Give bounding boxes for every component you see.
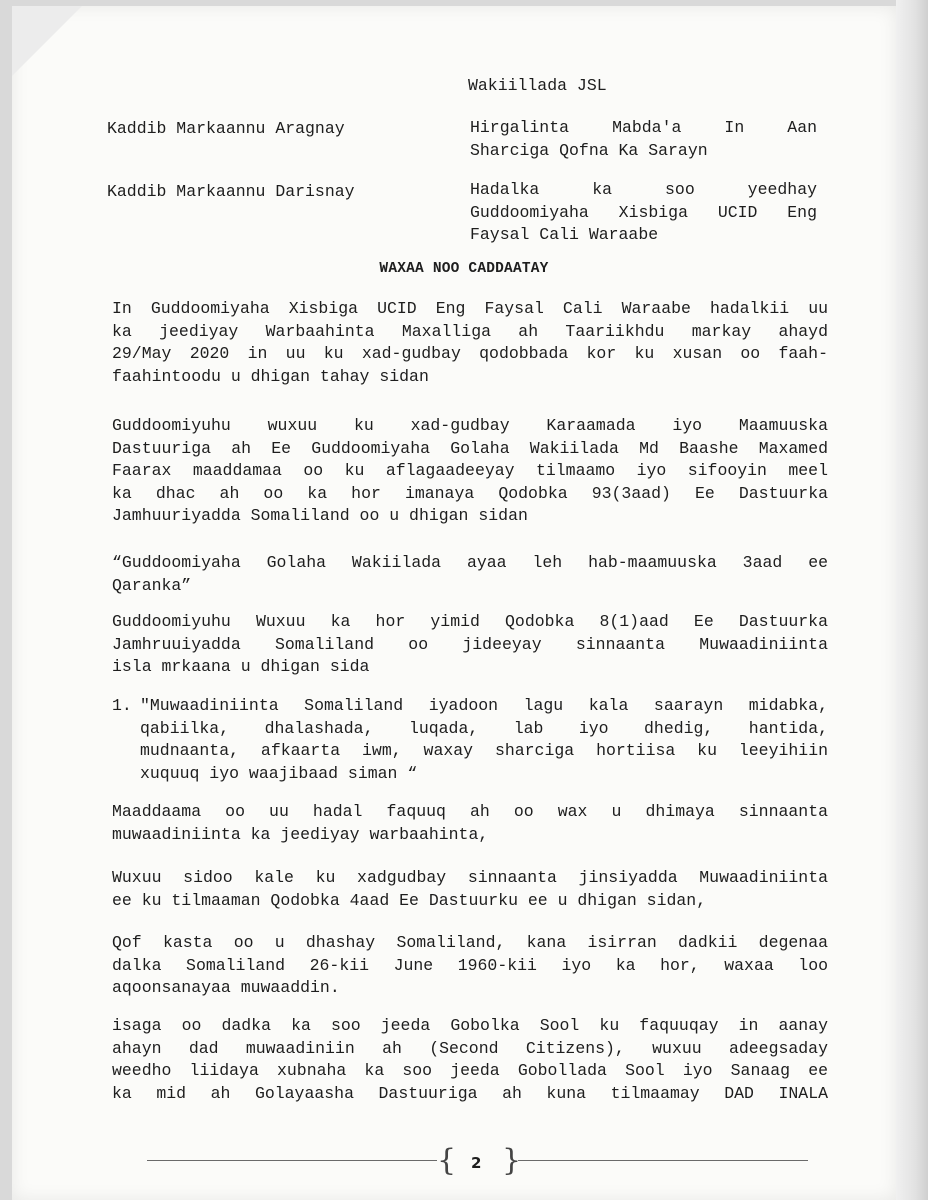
header-right-item-1: Hirgalinta Mabda'a In Aan Sharciga Qofna Ka Sarayn [470, 118, 817, 160]
header-right-item-2: Hadalka ka soo yeedhay Guddoomiyaha Xisbiga UCID Eng Faysal Cali Waraabe [470, 180, 817, 244]
paragraph-4: Guddoomiyuhu Wuxuu ka hor yimid Qodobka 8(1)aad Ee Dastuurka Jamhruuiyadda Somaliland oo jideeyay sinnaanta Muwaadiniinta isla mrkaana u dhigan sida [112, 612, 828, 676]
folded-corner [12, 6, 82, 76]
page-number: 2 [471, 1154, 482, 1172]
paragraph-8: isaga oo dadka ka soo jeeda Gobolka Sool ku faquuqay in aanay ahayn dad muwaadiniin ah (Second Citizens), wuxuu adeegsaday weedho liidaya xubnaha ka soo jeeda Gobollada Sool iyo Sanaag ee ka mid ah Golayaasha Dastuuriga ah kuna tilmaamay DAD INALA [112, 1016, 828, 1103]
footer-rule-right [518, 1160, 808, 1161]
list-number: 1. [112, 696, 132, 715]
header-title: Wakiillada JSL [468, 76, 607, 95]
footer-rule-left [147, 1160, 437, 1161]
paragraph-2: Guddoomiyuhu wuxuu ku xad-gudbay Karaamada iyo Maamuuska Dastuuriga ah Ee Guddoomiyaha Golaha Wakiilada Md Baashe Maxamed Faarax maaddamaa oo ku aflagaadeeyay tilmaamo iyo sifooyin meel ka dhac ah oo ka hor imanaya Qodobka 93(3aad) Ee Dastuurka Jamhuuriyadda Somaliland oo u dhigan sidan [112, 416, 828, 525]
scan-edge [896, 0, 928, 1200]
section-heading: WAXAA NOO CADDAATAY [379, 261, 549, 277]
header-left-item-1: Kaddib Markaannu Aragnay [107, 119, 345, 138]
footer-bracket-close: } [502, 1143, 522, 1178]
paragraph-7: Qof kasta oo u dhashay Somaliland, kana isirran dadkii degenaa dalka Somaliland 26-kii June 1960-kii iyo ka hor, waxaa loo aqoonsanayaa muwaaddin. [112, 933, 828, 997]
paragraph-5: Maaddaama oo uu hadal faquuq ah oo wax u dhimaya sinnaanta muwaadiniinta ka jeediyay warbaahinta, [112, 802, 828, 844]
list-item: "Muwaadiniinta Somaliland iyadoon lagu kala saarayn midabka, qabiilka, dhalashada, luqada, lab iyo dhedig, hantida, mudnaanta, afkaarta iwm, waxay sharciga hortiisa ku leeyihiin xuquuq iyo waajibaad siman “ [140, 696, 828, 783]
footer-bracket-open: { [437, 1143, 457, 1178]
paragraph-3-quote: “Guddoomiyaha Golaha Wakiilada ayaa leh hab-maamuuska 3aad ee Qaranka” [112, 553, 828, 595]
paragraph-1: In Guddoomiyaha Xisbiga UCID Eng Faysal Cali Waraabe hadalkii uu ka jeediyay Warbaahinta Maxalliga ah Taariikhdu markay ahayd 29/May 2020 in uu ku xad-gudbay qodobbada kor ku xusan oo faah- faahintoodu u dhigan tahay sidan [112, 299, 828, 386]
header-left-item-2: Kaddib Markaannu Darisnay [107, 182, 355, 201]
paragraph-6: Wuxuu sidoo kale ku xadgudbay sinnaanta jinsiyadda Muwaadiniinta ee ku tilmaaman Qodobka 4aad Ee Dastuurku ee u dhigan sidan, [112, 868, 828, 910]
